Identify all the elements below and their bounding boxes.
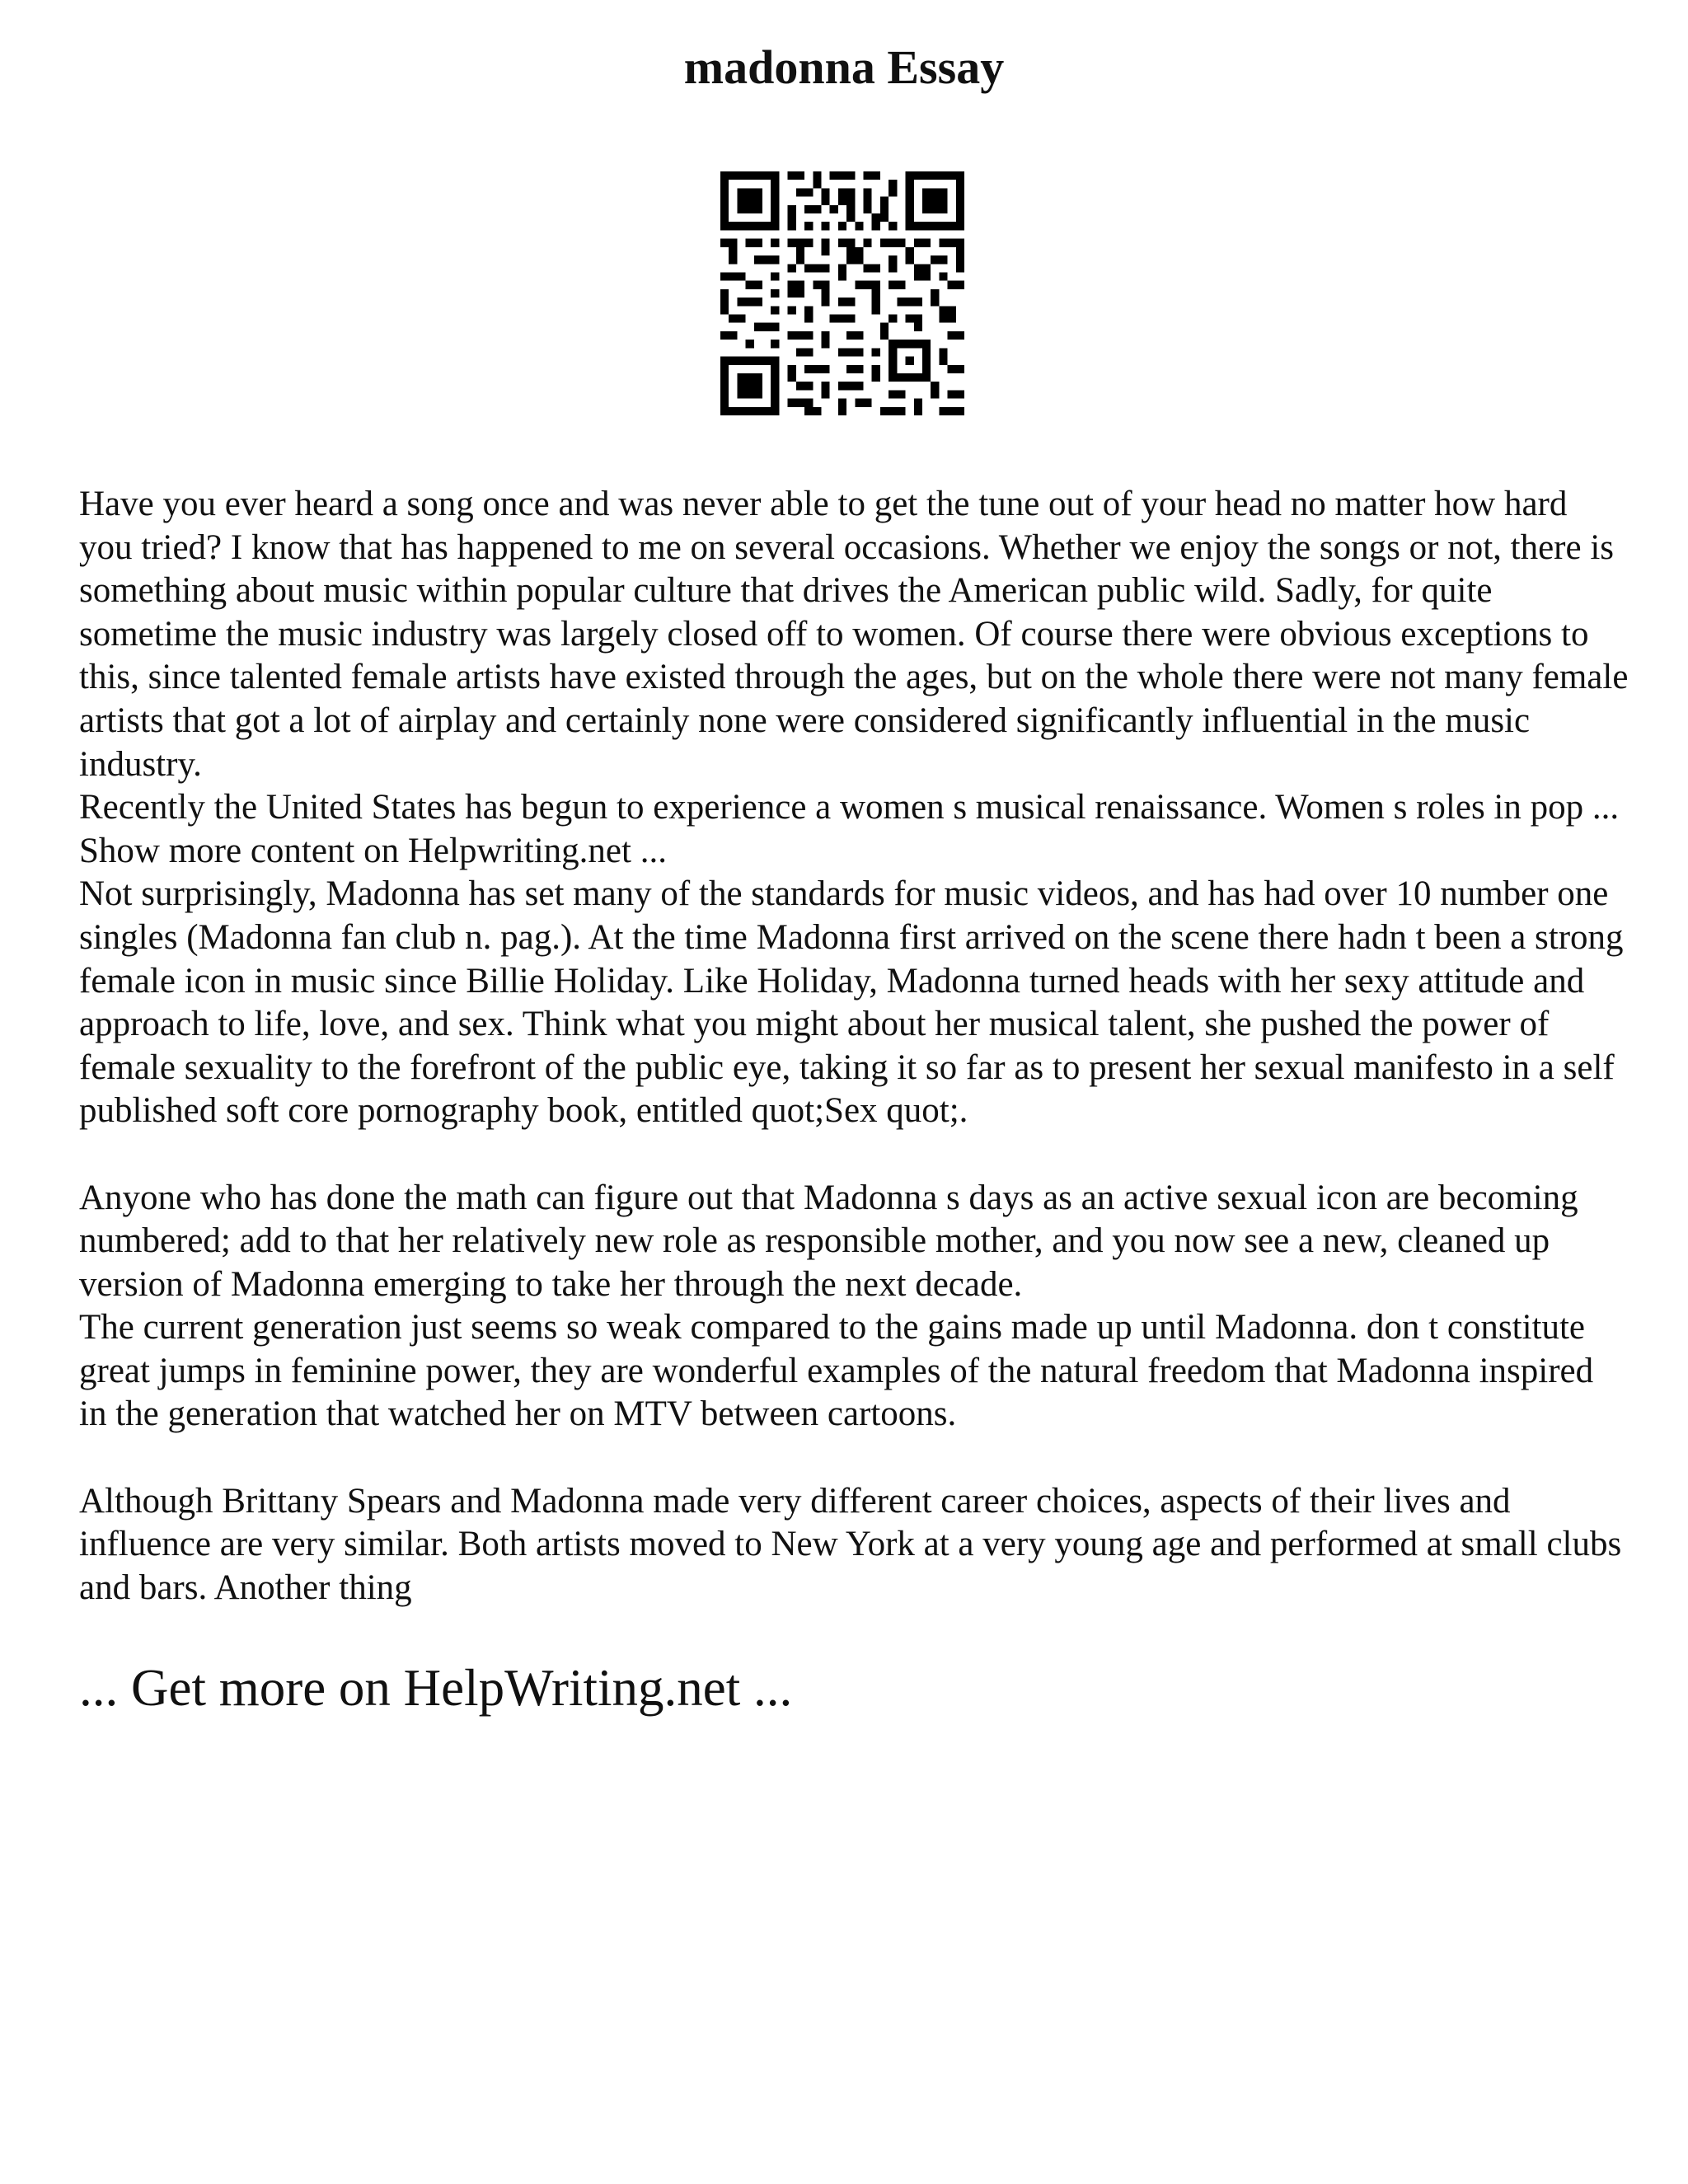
get-more-link[interactable]: ... Get more on HelpWriting.net ...	[79, 1659, 793, 1717]
essay-paragraph: Not surprisingly, Madonna has set many of the standards for music videos, and has had over 10 number one singles (Madonna fan club n. pag.). At the time Madonna first arrived on the scene there hadn t been a strong female icon in music since Billie Holiday. Like Holiday, Madonna turned heads with her sexy attitude and approach to life, love, and sex. Think what you might about her musical talent, she pushed the power of female sexuality to the forefront of the public eye, taking it so far as to present her sexual manifesto in a self published soft core pornography book, entitled quot;Sex quot;.	[79, 874, 1624, 1131]
qr-code-icon	[720, 171, 964, 415]
document-title: madonna Essay	[683, 40, 1005, 94]
essay-paragraph: Have you ever heard a song once and was never able to get the tune out of your head no matter how hard you tried? I know that has happened to me on several occasions. Whether we enjoy the songs or not, there is something about music within popular culture that drives the American public wild. Sadly, for quite sometime the music industry was largely closed off to women. Of course there were obvious exceptions to this, since talented female artists have existed through the ages, but on the whole there were not many female artists that got a lot of airplay and certainly none were considered significantly influential in the music industry.	[79, 485, 1629, 784]
essay-paragraph: Recently the United States has begun to experience a women s musical renaissance. Women s roles in pop ... Show more content on Helpwriting.net ...	[79, 788, 1620, 870]
essay-paragraph: The current generation just seems so weak compared to the gains made up until Madonna. don t constitute great jumps in feminine power, they are wonderful examples of the natural freedom that Madonna inspired in the generation that watched her on MTV between cartoons.	[79, 1308, 1594, 1434]
essay-body	[79, 483, 1629, 1610]
essay-paragraph: Anyone who has done the math can figure out that Madonna s days as an active sexual icon are becoming numbered; add to that her relatively new role as responsible mother, and you now see a new, cleaned up version of Madonna emerging to take her through the next decade.	[79, 1178, 1578, 1304]
essay-paragraph: Although Brittany Spears and Madonna made very different career choices, aspects of their lives and influence are very similar. Both artists moved to New York at a very young age and performed at small clubs and bars. Another thing	[79, 1481, 1622, 1607]
